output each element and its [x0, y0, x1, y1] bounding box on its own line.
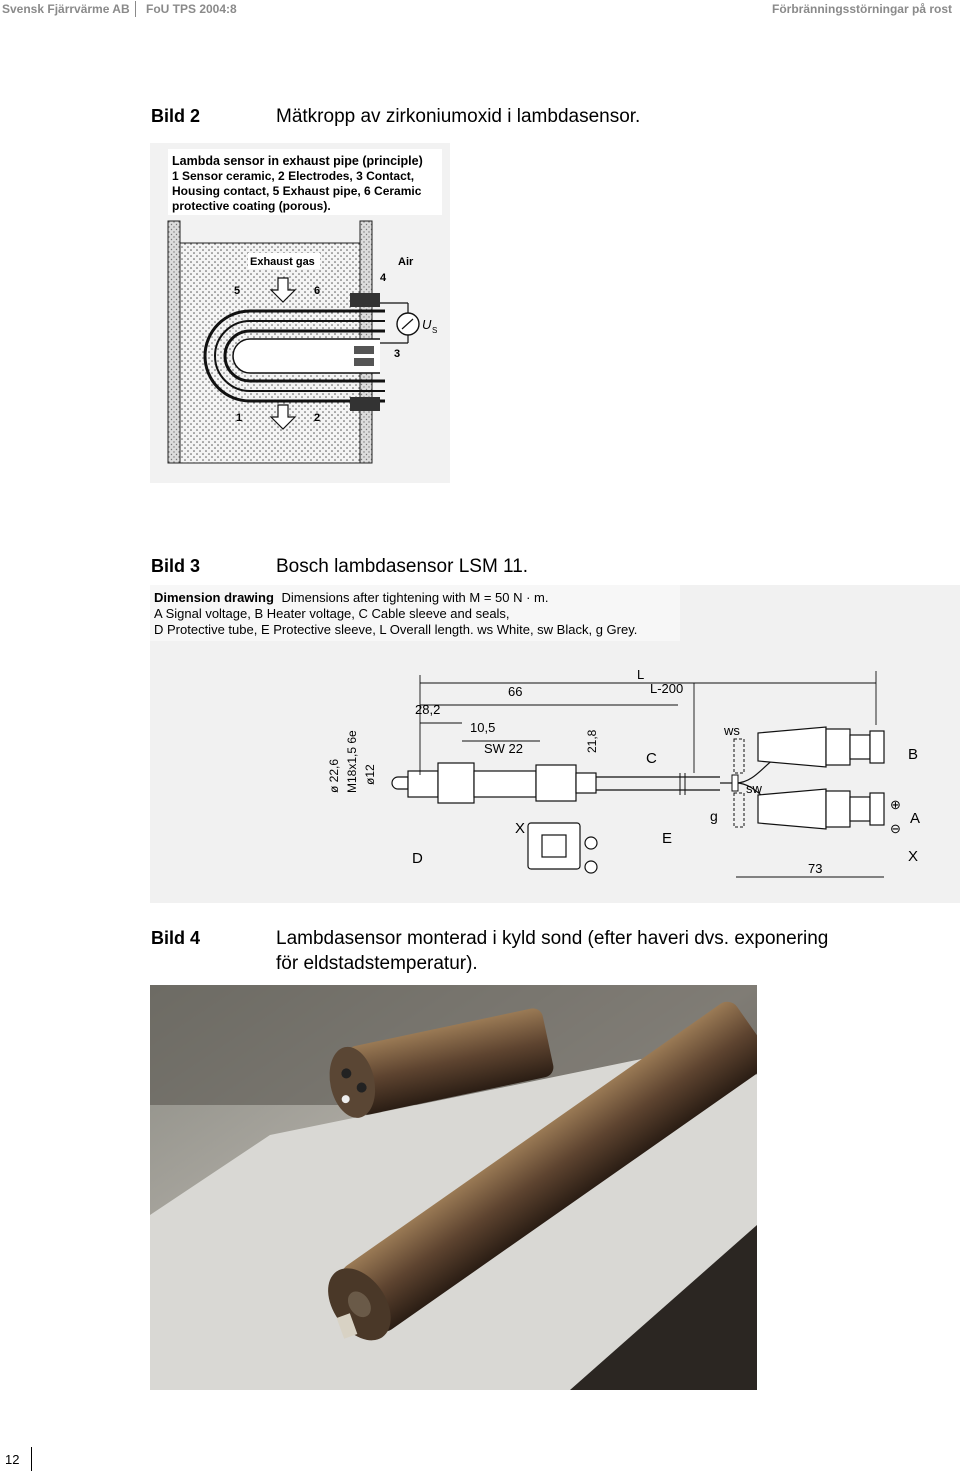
figure-3-label: Bild 3	[151, 556, 201, 576]
dim-73: 73	[808, 861, 823, 876]
air-label: Air	[398, 256, 414, 268]
label-B: B	[908, 746, 919, 763]
footer-divider	[31, 1447, 32, 1471]
cooled-probe-photo	[150, 985, 757, 1390]
header-org: Svensk Fjärrvärme AB	[2, 2, 130, 16]
dim-sw22: SW 22	[484, 741, 524, 756]
figure-2-label: Bild 2	[151, 106, 201, 126]
label-ws: ws	[724, 723, 740, 738]
label-5: 5	[234, 285, 241, 297]
figure-3-caption: Bosch lambdasensor LSM 11.	[276, 556, 529, 577]
voltage-label: U	[422, 317, 432, 332]
figure-4-caption-line-1: Lambdasensor monterad i kyld sond (efter haveri dvs. exponering	[276, 928, 829, 949]
dim-m18: M18x1,5 6e	[345, 730, 359, 793]
label-2: 2	[314, 412, 321, 424]
dim-10-5: 10,5	[470, 720, 496, 735]
dimension-line-1	[154, 590, 549, 605]
dim-dia-22-6: ø 22,6	[327, 758, 341, 793]
label-E: E	[662, 830, 673, 847]
dimension-torque: Dimensions after tightening with M = 50 N · m.	[281, 590, 549, 605]
label-g: g	[710, 808, 718, 824]
dim-L-200: L-200	[650, 681, 684, 696]
header-title: Förbränningsstörningar på rost	[771, 2, 952, 16]
page-number: 12	[5, 1452, 20, 1467]
diagram-legend-line-2: Housing contact, 5 Exhaust pipe, 6 Ceramic	[172, 184, 422, 198]
figure-4-label: Bild 4	[151, 928, 201, 948]
dim-21-8: 21,8	[585, 729, 599, 753]
dimension-line-3: D Protective tube, E Protective sleeve, L Overall length. ws White, sw Black, g Grey.	[154, 622, 638, 637]
label-6: 6	[314, 285, 321, 297]
figure-4-caption-line-2: för eldstadstemperatur).	[276, 953, 478, 974]
label-3: 3	[394, 348, 401, 360]
dim-L: L	[637, 667, 645, 682]
lsm11-dimension-drawing	[150, 585, 960, 903]
label-1: 1	[236, 412, 243, 424]
voltage-label-sub: S	[432, 326, 438, 335]
label-4: 4	[380, 272, 387, 284]
label-D: D	[412, 850, 423, 867]
label-A: A	[910, 810, 921, 827]
dimension-title: Dimension drawing	[154, 590, 274, 605]
diagram-title: Lambda sensor in exhaust pipe (principle)	[172, 154, 423, 168]
figure-2-caption: Mätkropp av zirkoniumoxid i lambdasensor.	[276, 106, 641, 127]
header-report: FoU TPS 2004:8	[146, 2, 237, 16]
label-C: C	[646, 750, 657, 767]
minus-symbol: ⊖	[890, 821, 901, 836]
label-X-left: X	[515, 820, 526, 837]
plus-symbol: ⊕	[890, 797, 901, 812]
header-divider	[135, 1, 136, 17]
diagram-legend-line-3: protective coating (porous).	[172, 199, 331, 213]
dim-28-2: 28,2	[415, 702, 441, 717]
lambda-sensor-principle-diagram	[150, 143, 450, 483]
diagram-legend-line-1: 1 Sensor ceramic, 2 Electrodes, 3 Contact,	[172, 169, 415, 183]
exhaust-gas-label: Exhaust gas	[250, 256, 315, 268]
label-X-right: X	[908, 848, 919, 865]
dim-dia-12: ø12	[363, 764, 377, 785]
dim-66: 66	[508, 684, 523, 699]
label-sw: sw	[746, 781, 762, 796]
dimension-line-2: A Signal voltage, B Heater voltage, C Cable sleeve and seals,	[154, 606, 510, 621]
